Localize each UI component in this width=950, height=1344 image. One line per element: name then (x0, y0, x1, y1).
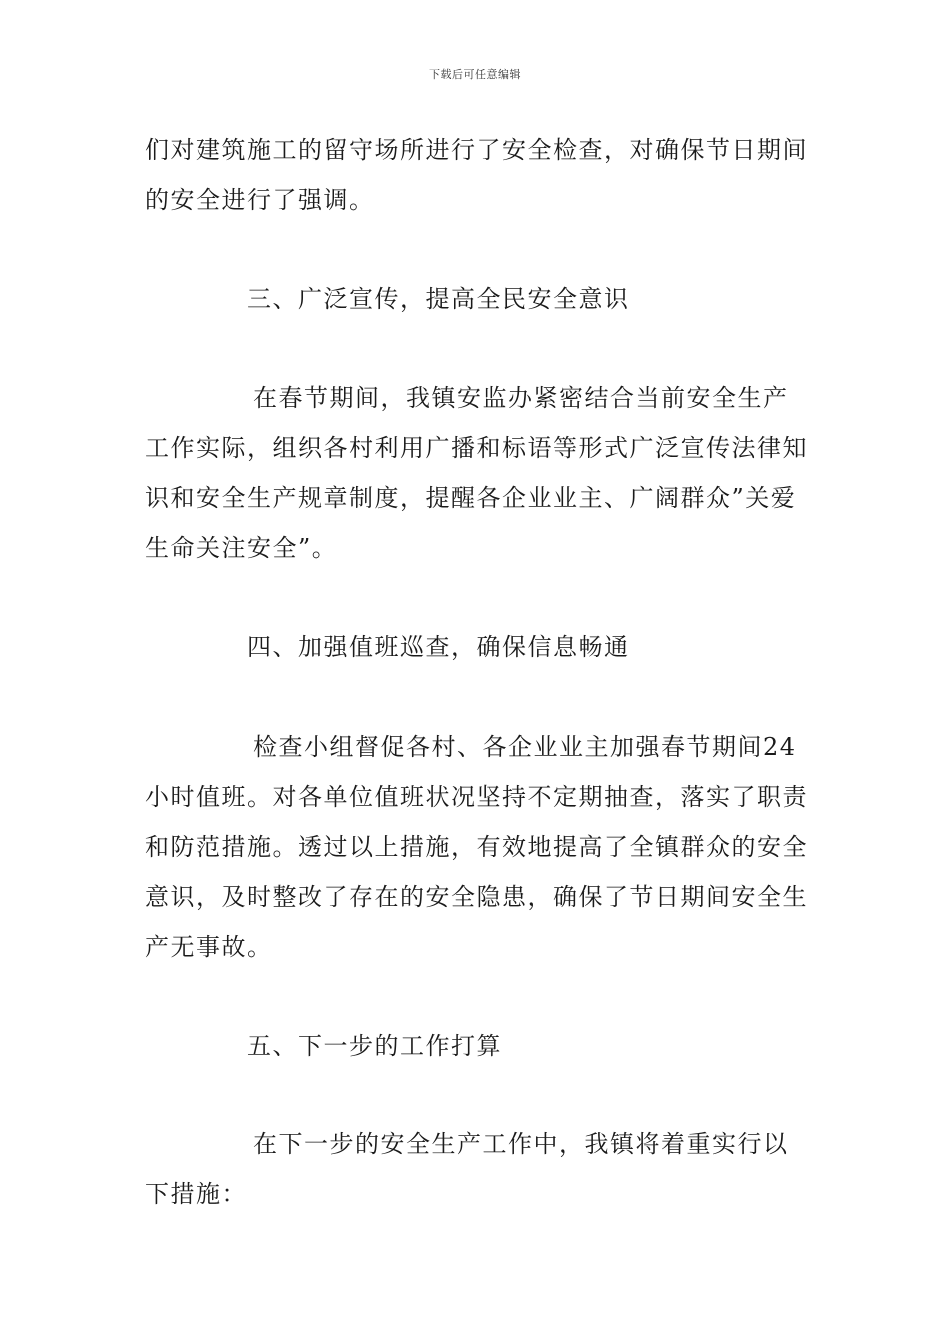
paragraph-section-3: 在春节期间，我镇安监办紧密结合当前安全生产工作实际，组织各村利用广播和标语等形式广泛宣传法律知识和安全生产规章制度，提醒各企业业主、广阔群众”关爱生命关注安全”。 (145, 384, 808, 562)
section-heading-4: 四、加强值班巡查，确保信息畅通 (247, 633, 630, 661)
paragraph-section-5: 在下一步的安全生产工作中，我镇将着重实行以下措施： (145, 1130, 789, 1208)
section-heading-5: 五、下一步的工作打算 (247, 1032, 502, 1060)
section-heading-3: 三、广泛宣传，提高全民安全意识 (247, 285, 630, 313)
page-header-note: 下载后可任意编辑 (429, 68, 521, 81)
paragraph-section-4: 检查小组督促各村、各企业业主加强春节期间24小时值班。对各单位值班状况坚持不定期抽查，落实了职责和防范措施。透过以上措施，有效地提高了全镇群众的安全意识，及时整改了存在的安全隐患，确保了节日期间安全生产无事故。 (145, 733, 808, 961)
paragraph-continued: 们对建筑施工的留守场所进行了安全检查，对确保节日期间的安全进行了强调。 (145, 136, 808, 214)
